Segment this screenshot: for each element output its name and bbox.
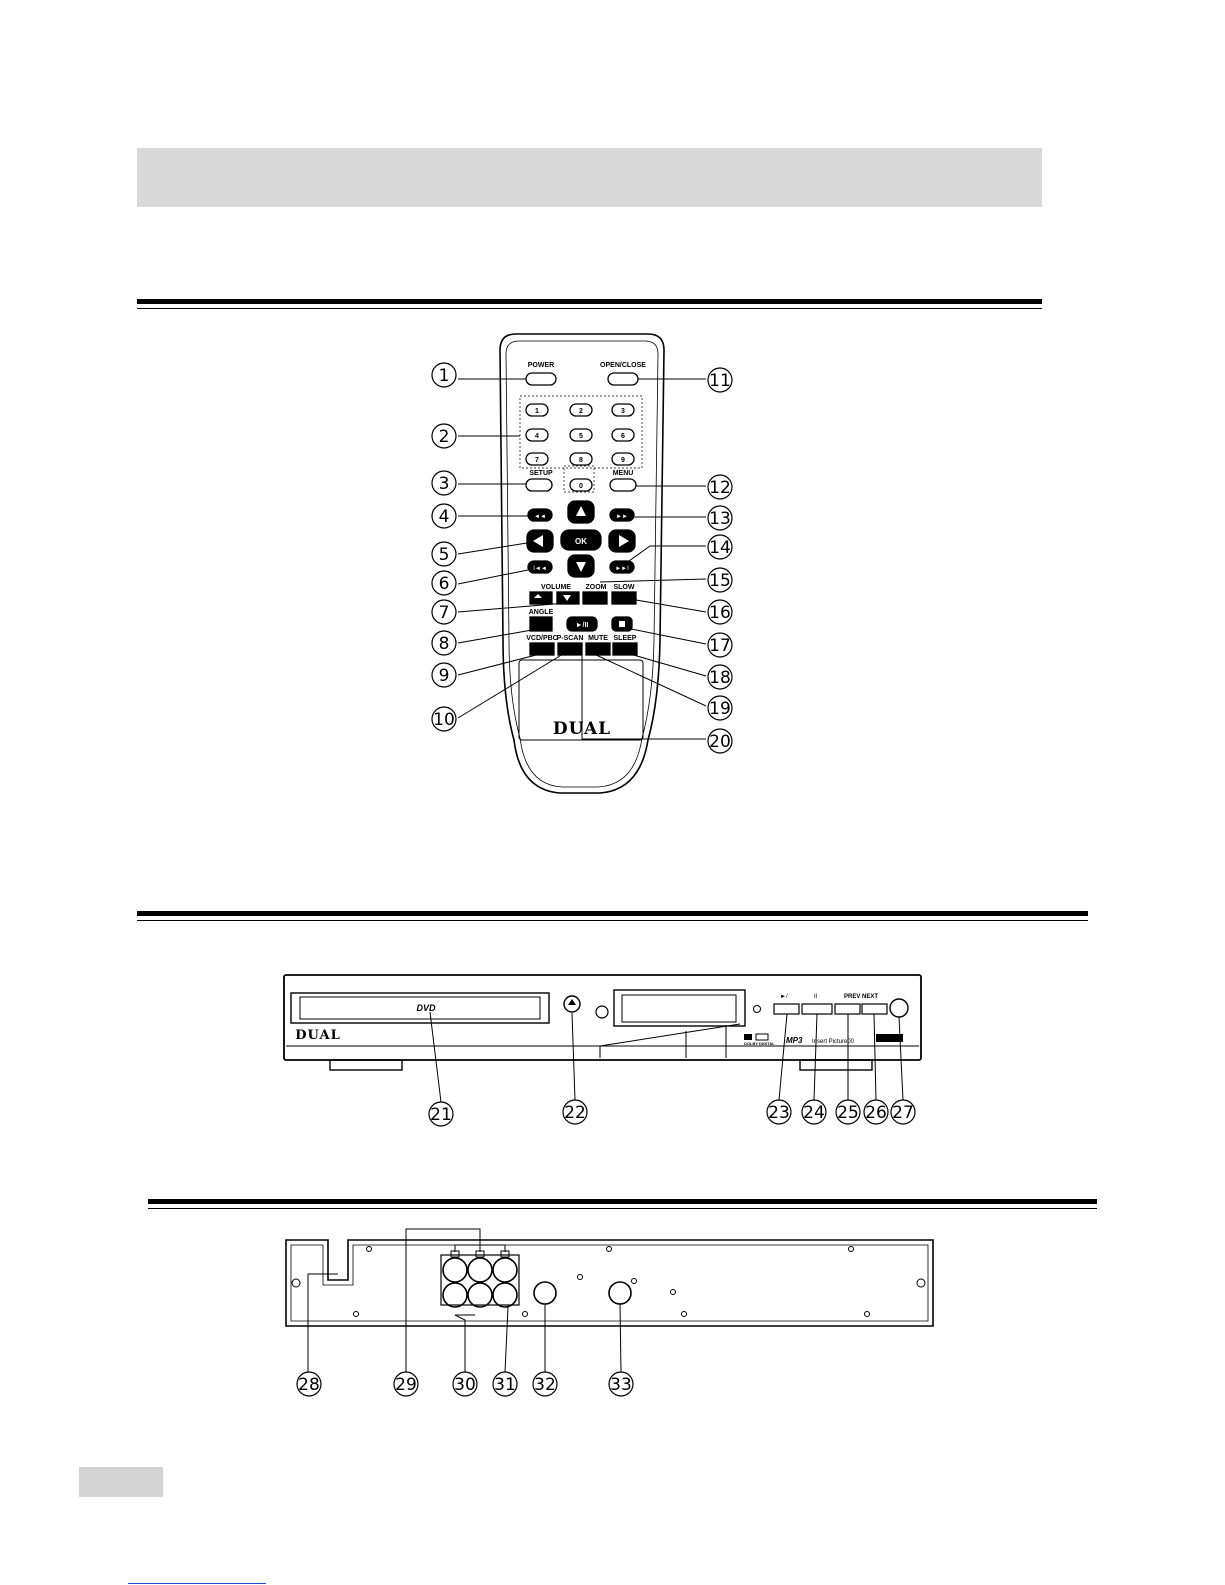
- callout-8: 8: [438, 634, 450, 654]
- zoom-label: ZOOM: [585, 584, 607, 591]
- digit-6-text: 6: [621, 433, 625, 440]
- play-pause-label: ►/II: [575, 622, 589, 629]
- setup-label: SETUP: [529, 470, 553, 477]
- callout-7: 7: [438, 603, 450, 623]
- zoom-button[interactable]: [583, 592, 607, 604]
- menu-button[interactable]: [610, 479, 636, 491]
- dvd-logo: DVD: [416, 1003, 436, 1013]
- front-panel: [284, 975, 921, 1070]
- audio-jack-5[interactable]: [468, 1283, 492, 1307]
- callout-17: 17: [709, 636, 731, 656]
- callout-18: 18: [709, 668, 731, 688]
- play-pause-panel-button[interactable]: [774, 1004, 799, 1014]
- front-foot-right: [800, 1060, 872, 1070]
- insert-picture-label: Insert Picture00: [812, 1039, 855, 1045]
- p-scan-button[interactable]: [558, 643, 582, 655]
- callout-33: 33: [610, 1375, 632, 1395]
- rear-leader-lines: [308, 1229, 621, 1372]
- callout-10: 10: [433, 710, 455, 730]
- open-close-label: OPEN/CLOSE: [600, 362, 646, 369]
- rear-panel: [286, 1240, 933, 1326]
- digit-8-text: 8: [579, 457, 583, 464]
- callout-2: 2: [438, 427, 450, 447]
- angle-label: ANGLE: [528, 609, 554, 616]
- ir-sensor: [596, 1006, 608, 1018]
- s-video-jack[interactable]: [534, 1282, 556, 1304]
- next-chapter-icon: ►►I: [615, 566, 629, 572]
- audio-jack-4[interactable]: [443, 1283, 467, 1307]
- callout-26: 26: [865, 1103, 887, 1123]
- mute-label: MUTE: [588, 635, 608, 642]
- progressive-scan-logo: [876, 1034, 903, 1042]
- callout-23: 23: [768, 1103, 790, 1123]
- digit-2-text: 2: [579, 408, 583, 415]
- footer-link-underline[interactable]: [128, 1583, 266, 1584]
- angle-button[interactable]: [530, 617, 552, 631]
- slow-label: SLOW: [613, 584, 635, 591]
- video-jack[interactable]: [493, 1283, 517, 1307]
- callout-27: 27: [892, 1103, 914, 1123]
- callout-4: 4: [438, 507, 450, 527]
- vcd-pbc-label: VCD/PBC: [526, 635, 558, 642]
- dolby-logo-mark: [744, 1034, 752, 1040]
- open-close-button[interactable]: [608, 373, 638, 385]
- digit-5-text: 5: [579, 433, 583, 440]
- pause-panel-icon: II: [814, 994, 818, 1000]
- sleep-button[interactable]: [613, 643, 637, 655]
- callout-11: 11: [709, 371, 731, 391]
- next-label: NEXT: [862, 994, 879, 1000]
- digit-9-text: 9: [621, 457, 625, 464]
- setup-button[interactable]: [526, 479, 552, 491]
- prev-panel-button[interactable]: [835, 1004, 860, 1014]
- callout-6: 6: [438, 574, 450, 594]
- power-button[interactable]: [526, 373, 556, 385]
- callout-16: 16: [709, 603, 731, 623]
- sleep-label: SLEEP: [613, 635, 637, 642]
- callout-15: 15: [709, 571, 731, 591]
- callout-9: 9: [438, 666, 450, 686]
- digit-3-text: 3: [621, 408, 625, 415]
- vcd-pbc-button[interactable]: [530, 643, 554, 655]
- prev-label: PREV: [844, 994, 861, 1000]
- av-jack-block: [441, 1255, 519, 1305]
- callout-20: 20: [709, 732, 731, 752]
- callout-29: 29: [395, 1375, 417, 1395]
- callout-21: 21: [430, 1105, 452, 1125]
- ok-label: OK: [575, 537, 587, 546]
- prev-chapter-icon: I◄◄: [533, 566, 547, 572]
- audio-jack-2[interactable]: [468, 1258, 492, 1282]
- page-number-tab: [79, 1467, 163, 1497]
- callout-12: 12: [709, 478, 731, 498]
- power-label: POWER: [527, 362, 555, 369]
- mute-button[interactable]: [586, 643, 610, 655]
- audio-jack-1[interactable]: [443, 1258, 467, 1282]
- stop-icon: [619, 621, 625, 627]
- front-foot-left: [330, 1060, 402, 1070]
- eject-icon: [568, 999, 576, 1005]
- dts-logo-mark: [756, 1034, 768, 1040]
- volume-label: VOLUME: [541, 584, 571, 591]
- callout-3: 3: [438, 474, 450, 494]
- callout-24: 24: [803, 1103, 825, 1123]
- callout-13: 13: [709, 509, 731, 529]
- remote-brand-logo: DUAL: [552, 719, 612, 739]
- callout-22: 22: [564, 1103, 586, 1123]
- dolby-logo: DOLBY DIGITAL: [744, 1041, 775, 1046]
- digit-7-text: 7: [535, 457, 539, 464]
- slow-button[interactable]: [612, 592, 636, 604]
- front-brand-logo: DUAL: [295, 1028, 341, 1043]
- play-pause-panel-icon: ►/: [780, 994, 788, 1000]
- menu-label: MENU: [612, 470, 634, 477]
- mp3-logo: MP3: [786, 1036, 803, 1045]
- callout-1: 1: [438, 366, 450, 386]
- digit-0-text: 0: [579, 483, 583, 490]
- callout-25: 25: [837, 1103, 859, 1123]
- audio-jack-3[interactable]: [493, 1258, 517, 1282]
- callout-30: 30: [454, 1375, 476, 1395]
- stop-panel-button[interactable]: [802, 1004, 832, 1014]
- callout-28: 28: [298, 1375, 320, 1395]
- callout-5: 5: [438, 545, 450, 565]
- standby-led: [754, 1006, 761, 1013]
- digit-4-text: 4: [535, 433, 539, 440]
- p-scan-label: P-SCAN: [556, 635, 584, 642]
- callout-14: 14: [709, 538, 731, 558]
- digit-1-text: 1: [535, 408, 539, 415]
- fast-forward-icon: ►►: [616, 514, 628, 520]
- power-panel-button[interactable]: [890, 999, 908, 1017]
- callout-19: 19: [709, 699, 731, 719]
- callout-31: 31: [494, 1375, 516, 1395]
- coaxial-jack[interactable]: [609, 1282, 631, 1304]
- callout-32: 32: [534, 1375, 556, 1395]
- rewind-icon: ◄◄: [534, 514, 546, 520]
- next-panel-button[interactable]: [862, 1004, 887, 1014]
